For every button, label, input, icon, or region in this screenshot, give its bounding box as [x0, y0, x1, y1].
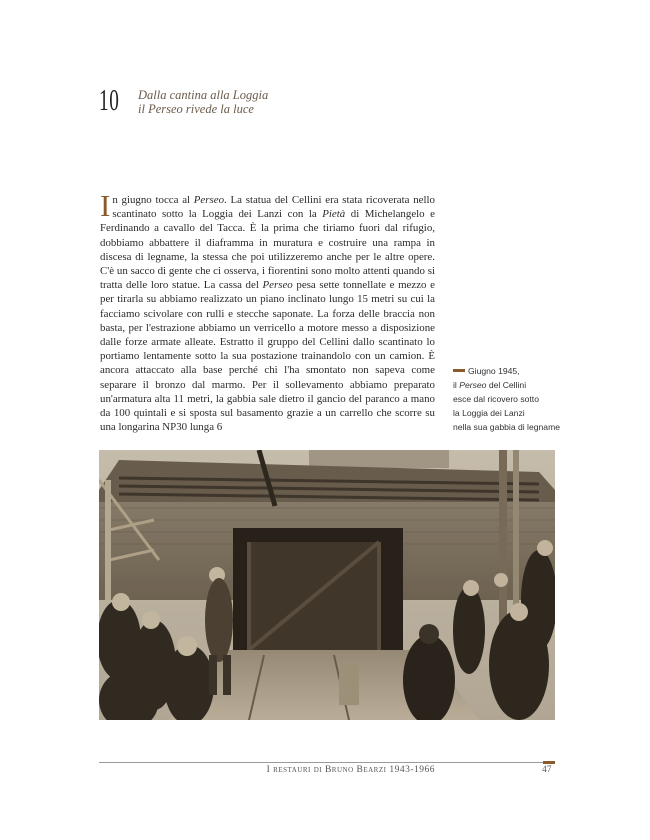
- chapter-number: 10: [99, 82, 120, 117]
- text-segment-italic: Perseo: [262, 279, 293, 292]
- photo-illustration: [99, 450, 555, 720]
- drop-cap: I: [100, 188, 111, 223]
- running-footer: I restauri di Bruno Bearzi 1943-1966: [266, 765, 435, 775]
- chapter-title-line-2: il Perseo rivede la luce: [138, 102, 254, 116]
- page-number-marker: [543, 761, 555, 764]
- text-segment-italic: Pietà: [322, 208, 346, 221]
- text-segment: pesa sette tonnellate e mezzo e per tirarla su abbiamo realizzato un piano inclinato lungo 15 metri su cui la facciamo scivolare con rulli e stecche saponate. La forza delle braccia non basta, per l'estrazione abbiamo un verricello a motore messo a disposizione dalle forze armate alleate. Estratto il gruppo del Cellini dallo scantinato lo portiamo lentamente sotto la sua postazione trainandolo con un camion. È ancora attaccato alla base perché chi l'ha smontato non sapeva come separare il bronzo dal marmo. Per il sollevamento abbiamo preparato un'armatura alta 11 metri, la gabbia sale dietro il gancio del paranco a mano da 100 quintali e si sposta sul basamento grazie a un carrello che scorre su una longarina NP30 lunga 6: [100, 279, 435, 434]
- text-segment: di Michelangelo e Ferdinando a cavallo del Tacca. È la prima che tiriamo fuori dal rifugio, dobbiamo abbattere il diaframma in muratura e costruire una rampa in discesa di legname, la stessa che poi utilizzeremo anche per le altre opere. C'è un sacco di gente che ci osserva, i fiorentini sono molto attenti quando si tratta delle loro statue. La cassa del: [100, 208, 435, 292]
- article-paragraph: [100, 188, 435, 434]
- caption-line-2: il Perseo del Cellini: [453, 380, 527, 390]
- footer-rule: [99, 762, 555, 763]
- caption-line-5: nella sua gabbia di legname: [453, 422, 561, 432]
- caption-line-4: la Loggia dei Lanzi: [453, 408, 525, 418]
- article-body: [100, 188, 435, 434]
- chapter-title-line-1: Dalla cantina alla Loggia: [138, 88, 269, 102]
- caption-line-1: Giugno 1945,: [468, 366, 520, 376]
- caption-line-3: esce dal ricovero sotto: [453, 394, 539, 404]
- photo-caption: [453, 364, 565, 434]
- text-segment: . La statua del Cellini era stata ricoverata nello scantinato sotto la Loggia dei Lanzi con la: [112, 194, 435, 221]
- historic-photo: [99, 450, 555, 720]
- text-segment: n giugno tocca al: [112, 194, 194, 206]
- chapter-title: [138, 88, 268, 116]
- text-segment-italic: Perseo: [193, 194, 225, 206]
- caption-marker: [453, 369, 465, 372]
- page-number: 47: [542, 765, 552, 775]
